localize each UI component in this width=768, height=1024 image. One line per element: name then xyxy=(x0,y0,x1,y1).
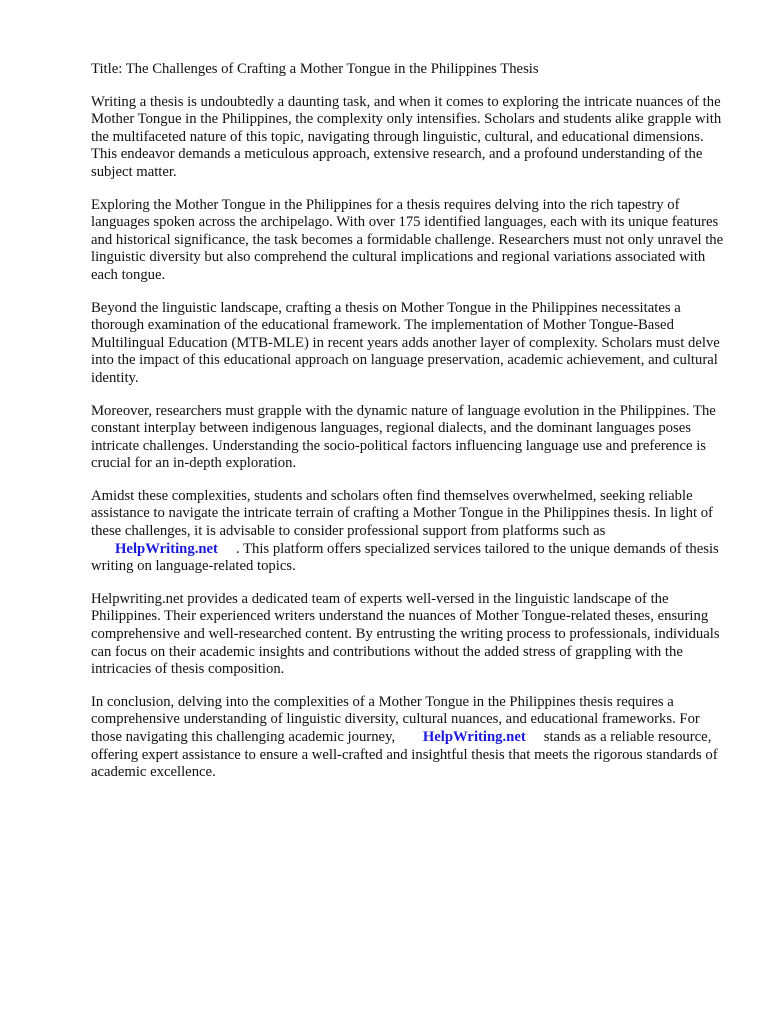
document-title: Title: The Challenges of Crafting a Mother Tongue in the Philippines Thesis xyxy=(91,61,539,77)
paragraph-conclusion xyxy=(91,694,731,782)
paragraph-intro: Writing a thesis is undoubtedly a daunting task, and when it comes to exploring the intricate nuances of the Mother Tongue in the Philippines, the complexity only intensifies. Scholars and students alike grapple with the multifaceted nature of this topic, navigating through linguistic, cultural, and educational dimensions. This endeavor demands a meticulous approach, extensive research, and a profound understanding of the subject matter. xyxy=(91,93,722,180)
paragraph-education: Beyond the linguistic landscape, crafting a thesis on Mother Tongue in the Philippines necessitates a thorough examination of the educational framework. The implementation of Mother Tongue-Based Multilingual Education (MTB-MLE) in recent years adds another layer of complexity. Scholars must delve into the impact of this educational approach on language preservation, academic achievement, and cultural identity. xyxy=(91,299,720,386)
paragraph-conclusion-text-after: stands as a reliable resource, offering expert assistance to ensure a well-crafted and insightful thesis that meets the rigorous standards of academic excellence. xyxy=(91,729,718,781)
paragraph-conclusion-text-before: In conclusion, delving into the complexities of a Mother Tongue in the Philippines thesis requires a comprehensive understanding of linguistic diversity, cultural nuances, and educational frameworks. For those navigating this challenging academic journey, xyxy=(91,693,700,745)
document-page xyxy=(91,61,731,797)
paragraph-languages: Exploring the Mother Tongue in the Philippines for a thesis requires delving into the rich tapestry of languages spoken across the archipelago. With over 175 identified languages, each with its unique features and historical significance, the task becomes a formidable challenge. Researchers must not only unravel the linguistic diversity but also comprehend the cultural implications and regional variations associated with each tongue. xyxy=(91,196,724,283)
paragraph-assistance-text-before: Amidst these complexities, students and scholars often find themselves overwhelmed, seeking reliable assistance to navigate the intricate terrain of crafting a Mother Tongue in the Philippines thesis. In light of these challenges, it is advisable to consider professional support from platforms such as xyxy=(91,487,713,540)
paragraph-assistance xyxy=(91,488,731,576)
paragraph-helpwriting: Helpwriting.net provides a dedicated team of experts well-versed in the linguistic landscape of the Philippines. Their experienced writers understand the nuances of Mother Tongue-related theses, ensuring comprehensive and well-researched content. By entrusting the writing process to professionals, individuals can focus on their academic insights and contributions without the added stress of grappling with the intricacies of thesis composition. xyxy=(91,590,720,678)
paragraph-assistance-text-after: . This platform offers specialized services tailored to the unique demands of thesis writing on language-related topics. xyxy=(91,540,719,575)
paragraph-evolution: Moreover, researchers must grapple with the dynamic nature of language evolution in the Philippines. The constant interplay between indigenous languages, regional dialects, and the dominant languages poses intricate challenges. Understanding the socio-political factors influencing language use and preference is crucial for an in-depth exploration. xyxy=(91,402,716,472)
helpwriting-link-conclusion[interactable]: HelpWriting.net xyxy=(422,729,526,745)
helpwriting-link[interactable]: HelpWriting.net xyxy=(115,540,218,557)
